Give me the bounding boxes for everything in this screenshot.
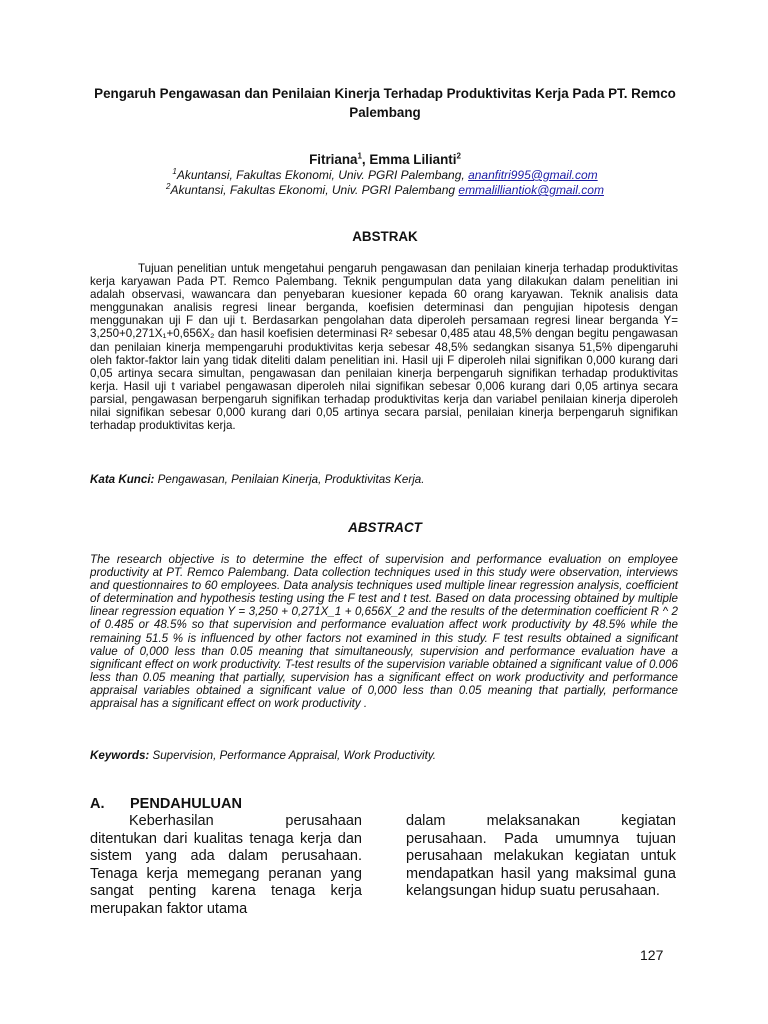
email-link[interactable]: emmalilliantiok@gmail.com: [458, 183, 604, 197]
section-number: A.: [90, 796, 105, 812]
abstract-body: The research objective is to determine the effect of supervision and performance evaluation on employee productivity at PT. Remco Palembang. Data collection techniques used in this study were observation, interviews and questionnaires to 60 employees. Data analysis techniques used multiple linear regression analysis, coefficient of determination and hypothesis testing using the F test and t test. Based on data processing obtained by multiple linear regression equation Y = 3,250 + 0,271X_1 + 0,656X_2 and the results of the determination coefficient R ^ 2 of 0.485 or 48.5% so that supervision and performance evaluation affect work productivity by 48.5% while the remaining 51.5 % is influenced by other factors not examined in this study. F test results obtained a significant value of 0,000 less than 0.05 meaning that simultaneously, supervision and performance evaluation have a significant effect on work productivity. T-test results of the supervision variable obtained a significant value of 0.006 less than 0.05 meaning that partially, supervision has a significant effect on work productivity and performance appraisal variables obtained a significant value of 0,000 less than 0.05 meaning that partially, performance appraisal has a significant effect on work productivity .: [90, 553, 678, 711]
affiliation-superscript: 2: [166, 182, 171, 191]
keywords-values: Supervision, Performance Appraisal, Work Productivity.: [149, 749, 437, 762]
kata-kunci-label: Kata Kunci:: [90, 473, 155, 486]
abstrak-heading: ABSTRAK: [352, 229, 418, 244]
affiliation-text: Akuntansi, Fakultas Ekonomi, Univ. PGRI Palembang: [170, 183, 459, 197]
intro-left-column: Keberhasilan perusahaan ditentukan dari kualitas tenaga kerja dan sistem yang ada dalam perusahaan. Tenaga kerja memegang peranan yang sangat penting karena tenaga kerja merupakan faktor utama: [90, 813, 362, 917]
abstrak-body: Tujuan penelitian untuk mengetahui pengaruh pengawasan dan penilaian kinerja terhadap produktivitas kerja karyawan Pada PT. Remco Palembang. Teknik pengumpulan data yang dilakukan dalam penelitian ini adalah observasi, wawancara dan penyebaran kuesioner kepada 60 orang karyawan. Teknik analisis data menggunakan analisis regresi linear berganda, koefisien determinasi dan pengujian hipotesis dengan menggunakan uji F dan uji t. Berdasarkan pengolahan data diperoleh persamaan regresi linear berganda Y= 3,250+0,271X₁+0,656X₂ dan hasil koefisien determinasi R² sebesar 0,485 atau 48,5% dengan begitu pengawasan dan penilaian kinerja mempengaruhi produktivitas kerja sebesar 48,5% sedangkan sisanya 51,5% dipengaruhi oleh faktor-faktor lain yang tidak diteliti dalam penelitian ini. Hasil uji F diperoleh nilai signifikan 0,000 kurang dari 0,05 artinya secara simultan, pengawasan dan penilaian kinerja berpengaruh signifikan terhadap produktivitas kerja. Hasil uji t variabel pengawasan diperoleh nilai signifikan sebesar 0,006 kurang dari 0,05 artinya secara parsial, pengawasan berpengaruh signifikan terhadap produktivitas kerja dan variabel penilaian kinerja diperoleh nilai signifikan sebesar 0,000 kurang dari 0,05 artinya secara parsial, penilaian kinerja berpengaruh signifikan terhadap produktivitas kerja.: [90, 262, 678, 433]
kata-kunci: [90, 473, 424, 487]
affiliation-1: [90, 168, 680, 183]
kata-kunci-values: Pengawasan, Penilaian Kinerja, Produktivitas Kerja.: [154, 473, 425, 486]
keywords-label: Keywords:: [90, 749, 150, 762]
page-number: 127: [640, 947, 664, 963]
affiliation-text: Akuntansi, Fakultas Ekonomi, Univ. PGRI Palembang,: [176, 168, 469, 182]
abstract-heading: ABSTRACT: [348, 520, 422, 535]
author-superscript: 2: [456, 151, 461, 161]
author-superscript: 1: [357, 151, 362, 161]
email-link[interactable]: ananfitri995@gmail.com: [468, 168, 598, 182]
intro-right-column: dalam melaksanakan kegiatan perusahaan. Pada umumnya tujuan perusahaan melakukan kegiatan untuk mendapatkan hasil yang maksimal guna kelangsungan hidup suatu perusahaan.: [406, 813, 676, 899]
section-heading: [90, 795, 242, 813]
author-name: Fitriana: [309, 152, 358, 167]
paper-title: Pengaruh Pengawasan dan Penilaian Kinerja Terhadap Produktivitas Kerja Pada PT. Remco Palembang: [94, 86, 676, 120]
author-list: Fitriana$^1$, Emma Lilianti$^2$: [309, 151, 461, 167]
affiliation-superscript: 1: [172, 167, 177, 176]
author-name: Emma Lilianti: [369, 152, 457, 167]
keywords: [90, 749, 436, 763]
affiliation-2: [90, 183, 680, 198]
section-title: PENDAHULUAN: [130, 796, 242, 812]
